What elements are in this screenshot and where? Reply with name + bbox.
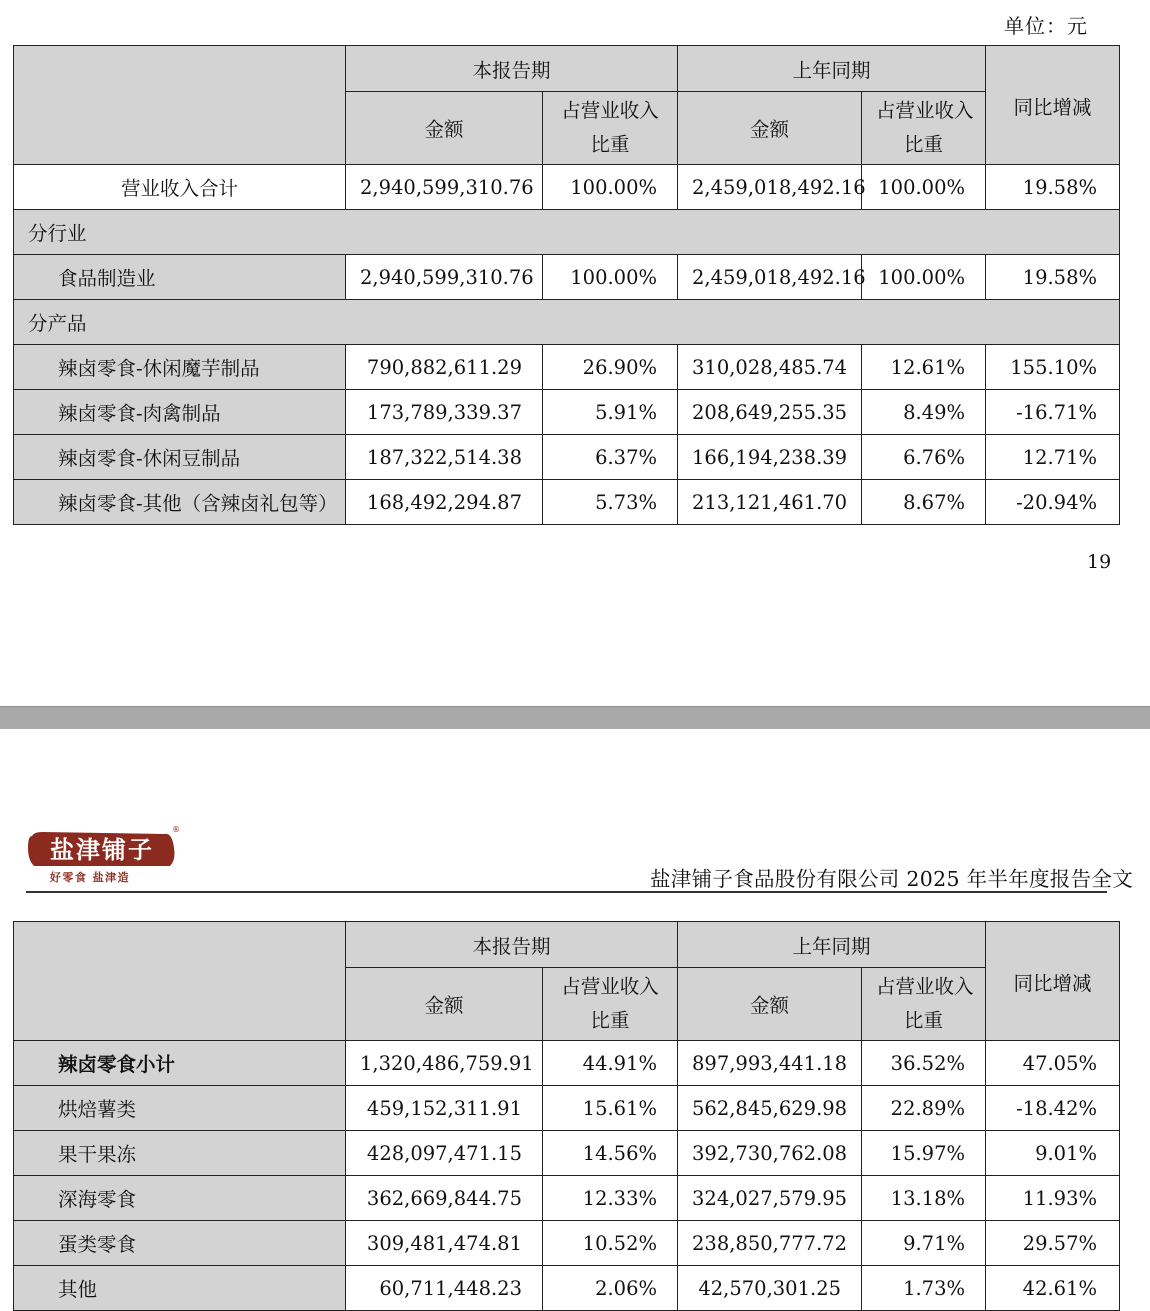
header-share-line2: 比重 (904, 133, 944, 156)
header-rule (26, 891, 1107, 893)
row-label: 食品制造业 (14, 255, 346, 300)
cur-amount: 2,940,599,310.76 (346, 165, 543, 210)
cur-amount: 459,152,311.91 (346, 1086, 543, 1131)
header-cur-amount: 金额 (346, 968, 543, 1041)
logo-registered-mark: ® (172, 825, 180, 834)
table-row (14, 345, 1120, 390)
group-label: 分产品 (14, 300, 1120, 345)
header-yoy (986, 922, 1120, 1041)
prior-amount: 392,730,762.08 (678, 1131, 862, 1176)
yoy-change: 47.05% (986, 1041, 1120, 1086)
row-label: 辣卤零食-肉禽制品 (14, 390, 346, 435)
header-yoy-text: 同比增减 (1013, 96, 1092, 119)
prior-amount: 213,121,461.70 (678, 480, 862, 525)
row-label: 果干果冻 (14, 1131, 346, 1176)
prior-amount: 2,459,018,492.16 (678, 255, 862, 300)
table-row (14, 480, 1120, 525)
prior-share: 8.67% (862, 480, 986, 525)
group-label: 分行业 (14, 210, 1120, 255)
row-label: 辣卤零食-休闲魔芋制品 (14, 345, 346, 390)
cur-amount: 2,940,599,310.76 (346, 255, 543, 300)
yoy-change: -18.42% (986, 1086, 1120, 1131)
prior-share: 22.89% (862, 1086, 986, 1131)
yoy-change: 42.61% (986, 1266, 1120, 1311)
table-row (14, 1086, 1120, 1131)
header-prior-period: 上年同期 (678, 46, 986, 92)
prior-amount: 208,649,255.35 (678, 390, 862, 435)
document-title: 盐津铺子食品股份有限公司 2025 年半年度报告全文 (650, 867, 1134, 891)
group-row-industry (14, 210, 1120, 255)
yoy-change: 29.57% (986, 1221, 1120, 1266)
prior-amount: 238,850,777.72 (678, 1221, 862, 1266)
header-current-period: 本报告期 (346, 46, 678, 92)
cur-share: 14.56% (543, 1131, 678, 1176)
row-label: 辣卤零食-其他（含辣卤礼包等） (14, 480, 346, 525)
prior-amount: 324,027,579.95 (678, 1176, 862, 1221)
table-row (14, 1176, 1120, 1221)
prior-amount: 166,194,238.39 (678, 435, 862, 480)
header-share-line2: 比重 (590, 133, 630, 156)
table-row (14, 1266, 1120, 1311)
cur-share: 5.73% (543, 480, 678, 525)
prior-share: 8.49% (862, 390, 986, 435)
logo-slogan: 好零食 盐津造 (49, 871, 131, 884)
table-row-total (14, 165, 1120, 210)
unit-label: 单位：元 (1004, 14, 1088, 38)
cur-share: 5.91% (543, 390, 678, 435)
header-prior-period: 上年同期 (678, 922, 986, 968)
row-label: 营业收入合计 (14, 165, 346, 210)
prior-share: 100.00% (862, 165, 986, 210)
cur-amount: 1,320,486,759.91 (346, 1041, 543, 1086)
prior-share: 1.73% (862, 1266, 986, 1311)
header-prior-share (862, 968, 986, 1041)
cur-share: 100.00% (543, 255, 678, 300)
cur-share: 26.90% (543, 345, 678, 390)
header-yoy (986, 46, 1120, 165)
row-label: 烘焙薯类 (14, 1086, 346, 1131)
page-number: 19 (1087, 551, 1112, 573)
row-label: 辣卤零食-休闲豆制品 (14, 435, 346, 480)
header-cur-share (543, 92, 678, 165)
prior-share: 12.61% (862, 345, 986, 390)
header-prior-amount: 金额 (678, 92, 862, 165)
cur-amount: 309,481,474.81 (346, 1221, 543, 1266)
group-row-product (14, 300, 1120, 345)
header-share-line1: 占营业收入 (561, 99, 659, 122)
header-share-line2: 比重 (904, 1009, 944, 1032)
prior-share: 100.00% (862, 255, 986, 300)
prior-amount: 2,459,018,492.16 (678, 165, 862, 210)
table-row (14, 435, 1120, 480)
yoy-change: 11.93% (986, 1176, 1120, 1221)
yoy-change: 19.58% (986, 165, 1120, 210)
prior-amount: 42,570,301.25 (678, 1266, 862, 1311)
row-label: 辣卤零食小计 (14, 1041, 346, 1086)
header-yoy-text: 同比增减 (1013, 972, 1092, 995)
yoy-change: 19.58% (986, 255, 1120, 300)
prior-amount: 562,845,629.98 (678, 1086, 862, 1131)
cur-amount: 187,322,514.38 (346, 435, 543, 480)
header-cur-amount: 金额 (346, 92, 543, 165)
header-cur-share (543, 968, 678, 1041)
yoy-change: 155.10% (986, 345, 1120, 390)
yoy-change: -20.94% (986, 480, 1120, 525)
cur-share: 2.06% (543, 1266, 678, 1311)
header-blank-cell (14, 922, 346, 1041)
cur-share: 100.00% (543, 165, 678, 210)
header-blank-cell (14, 46, 346, 165)
prior-amount: 897,993,441.18 (678, 1041, 862, 1086)
cur-amount: 60,711,448.23 (346, 1266, 543, 1311)
brand-logo (26, 826, 178, 888)
cur-share: 6.37% (543, 435, 678, 480)
table-row-industry (14, 255, 1120, 300)
cur-amount: 790,882,611.29 (346, 345, 543, 390)
table-row (14, 390, 1120, 435)
revenue-table-page2 (13, 921, 1120, 1311)
header-share-line1: 占营业收入 (561, 975, 659, 998)
prior-share: 13.18% (862, 1176, 986, 1221)
prior-amount: 310,028,485.74 (678, 345, 862, 390)
logo-brand-text: 盐津铺子 (50, 836, 154, 864)
yoy-change: -16.71% (986, 390, 1120, 435)
cur-share: 10.52% (543, 1221, 678, 1266)
header-share-line2: 比重 (590, 1009, 630, 1032)
header-current-period: 本报告期 (346, 922, 678, 968)
header-prior-share (862, 92, 986, 165)
cur-share: 44.91% (543, 1041, 678, 1086)
cur-amount: 362,669,844.75 (346, 1176, 543, 1221)
cur-share: 15.61% (543, 1086, 678, 1131)
table-row (14, 1221, 1120, 1266)
revenue-table-page1 (13, 45, 1120, 525)
cur-amount: 428,097,471.15 (346, 1131, 543, 1176)
row-label: 蛋类零食 (14, 1221, 346, 1266)
header-share-line1: 占营业收入 (876, 975, 974, 998)
page-separator (0, 706, 1150, 729)
cur-amount: 168,492,294.87 (346, 480, 543, 525)
prior-share: 15.97% (862, 1131, 986, 1176)
header-prior-amount: 金额 (678, 968, 862, 1041)
prior-share: 9.71% (862, 1221, 986, 1266)
yoy-change: 12.71% (986, 435, 1120, 480)
cur-amount: 173,789,339.37 (346, 390, 543, 435)
table-row (14, 1131, 1120, 1176)
header-share-line1: 占营业收入 (876, 99, 974, 122)
cur-share: 12.33% (543, 1176, 678, 1221)
row-label: 深海零食 (14, 1176, 346, 1221)
prior-share: 36.52% (862, 1041, 986, 1086)
row-label: 其他 (14, 1266, 346, 1311)
prior-share: 6.76% (862, 435, 986, 480)
yoy-change: 9.01% (986, 1131, 1120, 1176)
table-row-subtotal (14, 1041, 1120, 1086)
